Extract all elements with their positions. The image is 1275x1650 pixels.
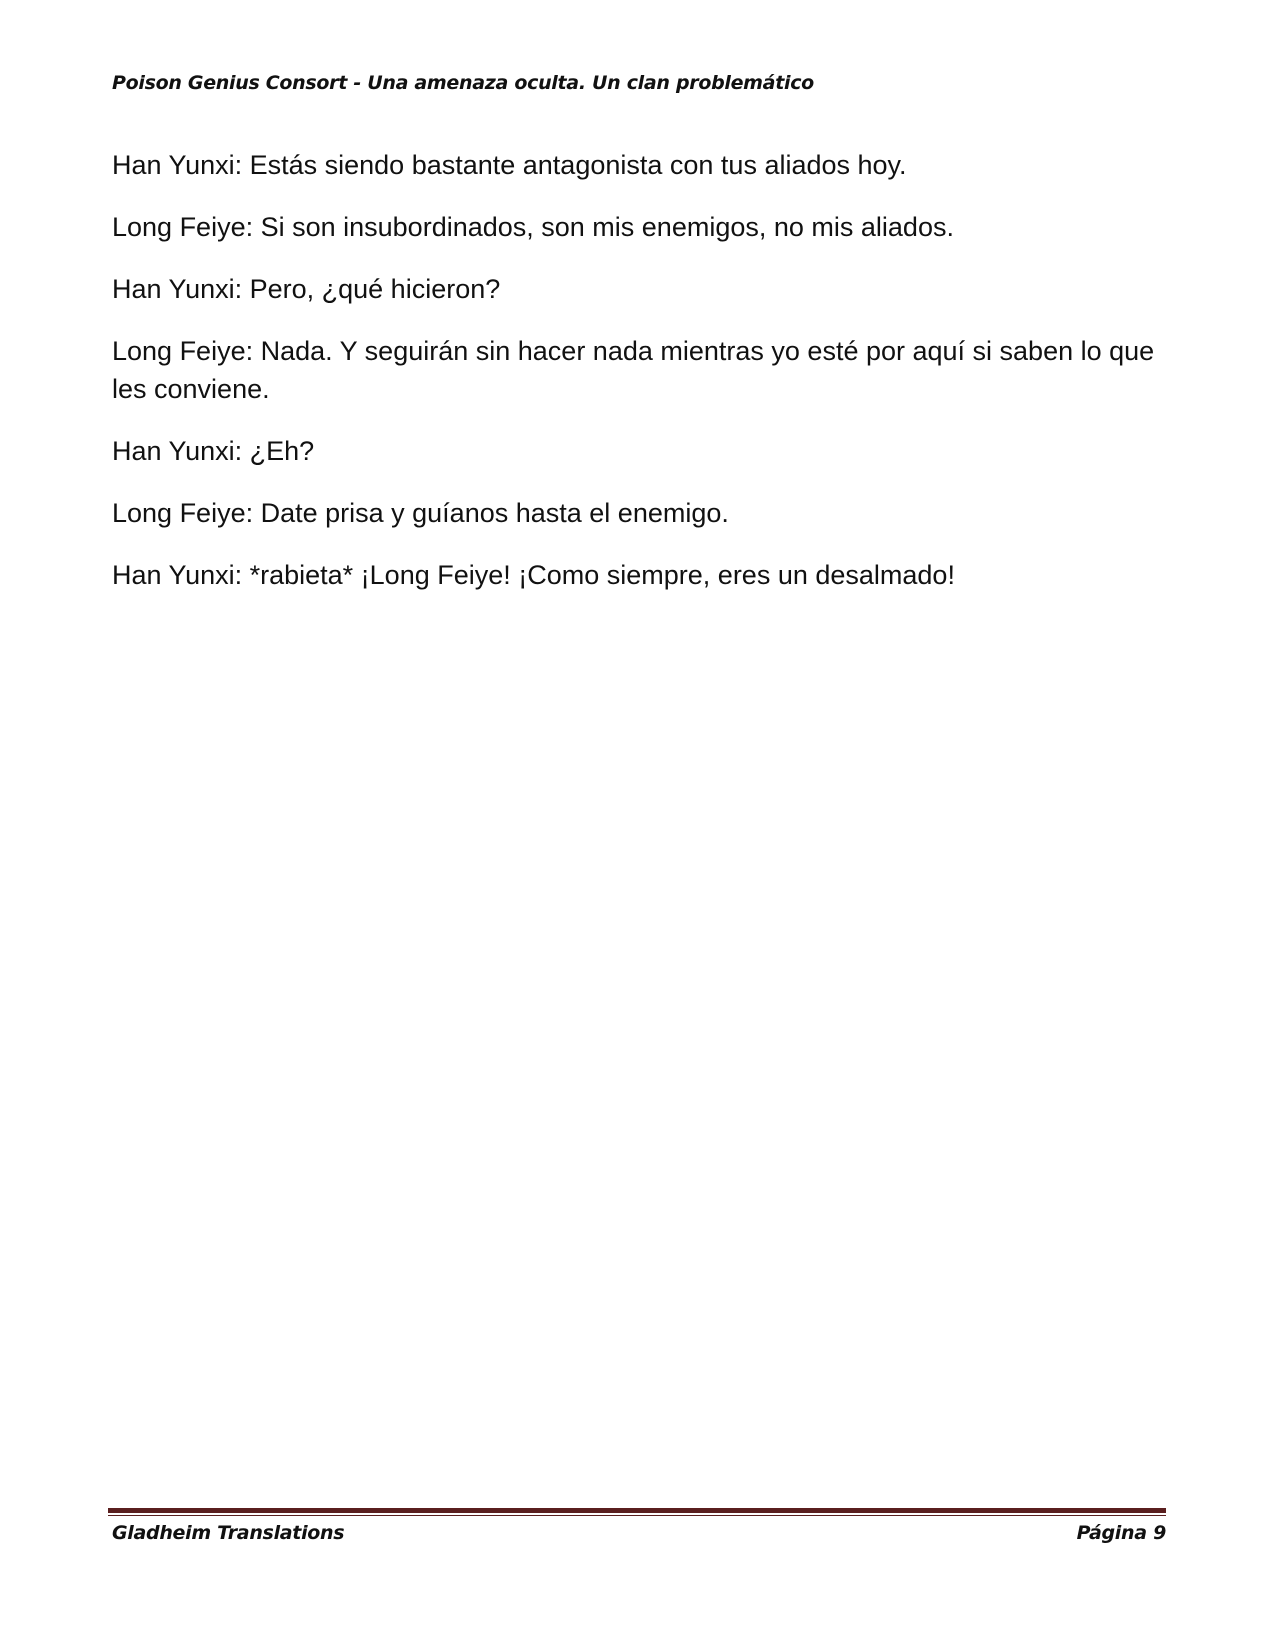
dialogue-line: Han Yunxi: Pero, ¿qué hicieron? xyxy=(112,274,501,304)
document-body xyxy=(112,146,1164,618)
dialogue-line: Han Yunxi: *rabieta* ¡Long Feiye! ¡Como siempre, eres un desalmado! xyxy=(112,560,955,590)
dialogue-line: Han Yunxi: Estás siendo bastante antagonista con tus aliados hoy. xyxy=(112,150,907,180)
dialogue-line: Long Feiye: Date prisa y guíanos hasta el enemigo. xyxy=(112,498,729,528)
dialogue-line: Long Feiye: Si son insubordinados, son mis enemigos, no mis aliados. xyxy=(112,212,954,242)
footer-divider-thick xyxy=(108,1508,1166,1513)
footer-divider-thin xyxy=(108,1515,1166,1516)
footer-publisher: Gladheim Translations xyxy=(112,1522,345,1544)
dialogue-line: Han Yunxi: ¿Eh? xyxy=(112,436,315,466)
footer-divider xyxy=(108,1508,1166,1516)
dialogue-line: Long Feiye: Nada. Y seguirán sin hacer nada mientras yo esté por aquí si saben lo que les conviene. xyxy=(112,336,1155,404)
footer-page-number: Página 9 xyxy=(1076,1522,1166,1544)
page-header-title: Poison Genius Consort - Una amenaza oculta. Un clan problemático xyxy=(112,72,814,94)
